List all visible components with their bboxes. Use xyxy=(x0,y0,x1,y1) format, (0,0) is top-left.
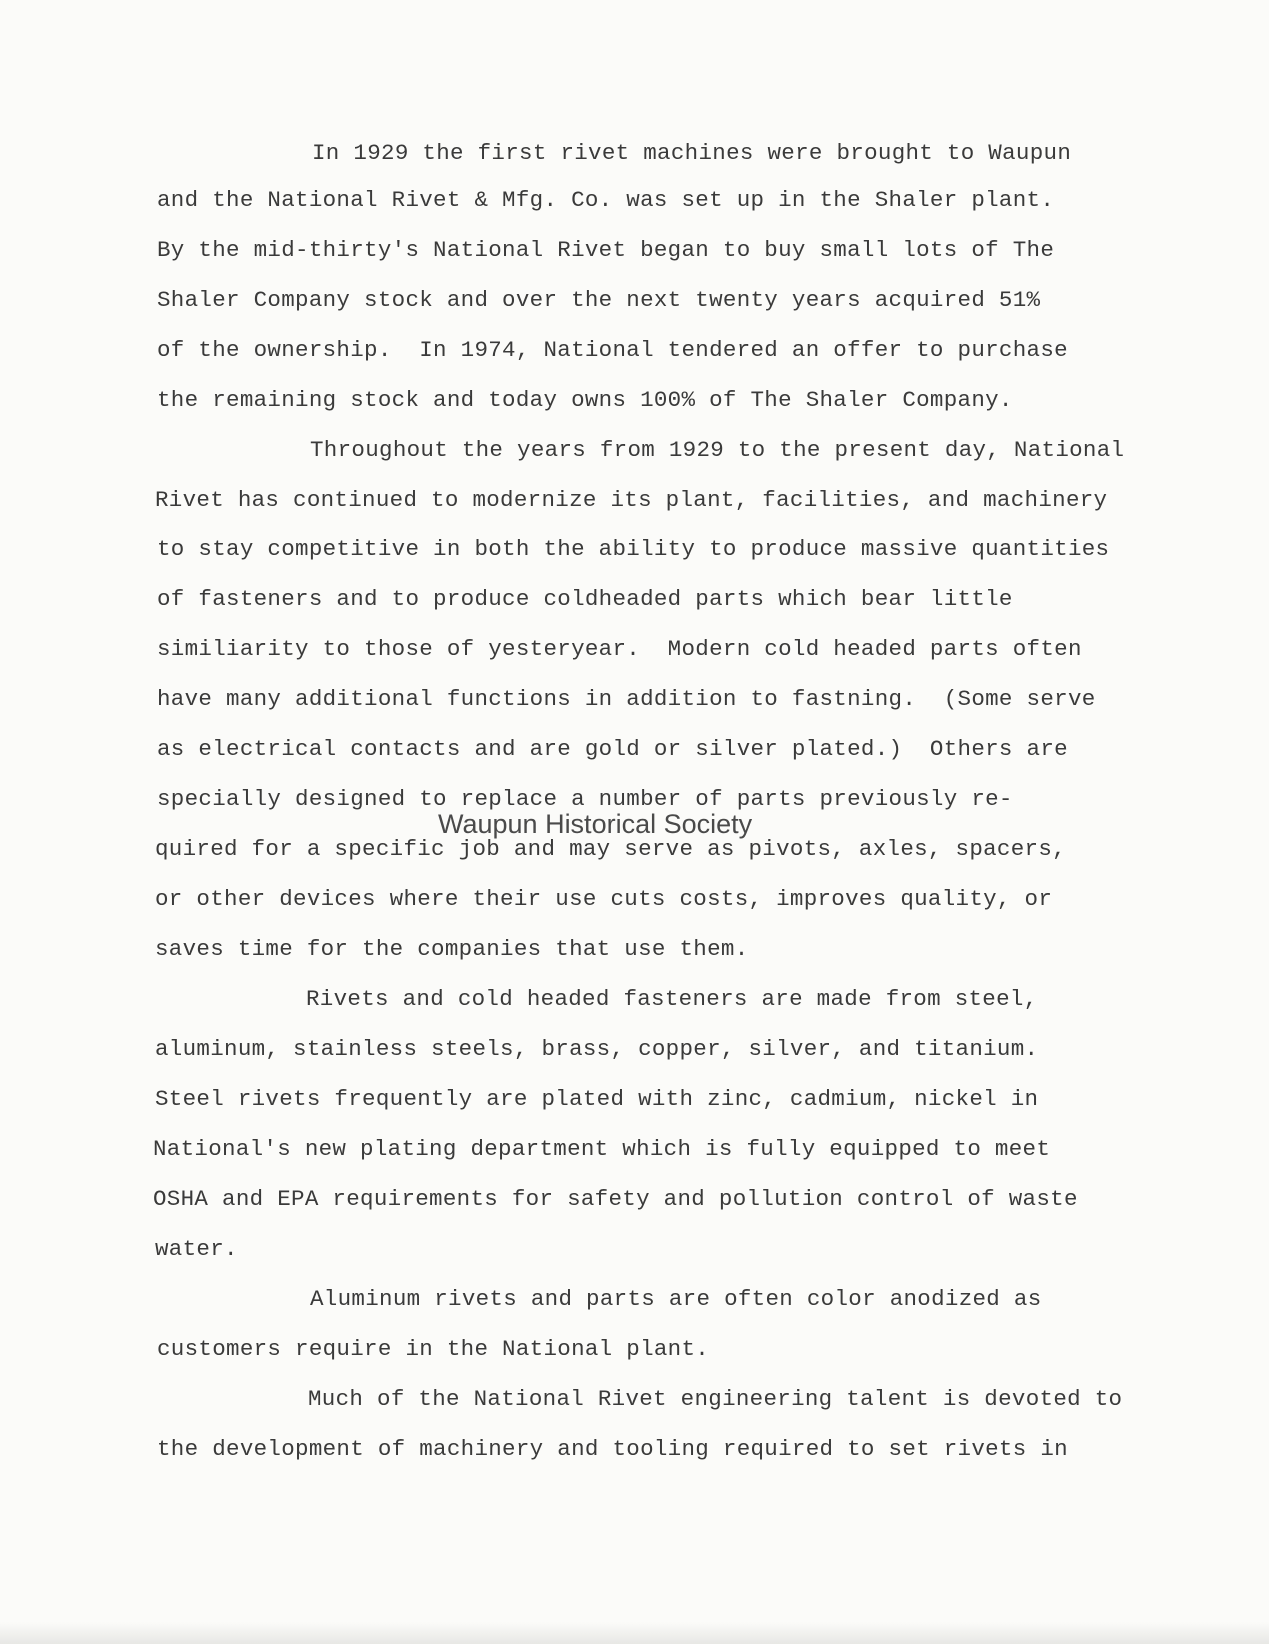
text-line: In 1929 the first rivet machines were brought to Waupun xyxy=(312,140,1072,166)
text-line: aluminum, stainless steels, brass, copper, silver, and titanium. xyxy=(155,1036,1039,1062)
text-line: Steel rivets frequently are plated with zinc, cadmium, nickel in xyxy=(155,1086,1039,1112)
text-line: Rivets and cold headed fasteners are made from steel, xyxy=(306,986,1038,1012)
scan-edge-shadow xyxy=(0,1622,1269,1644)
text-line: similiarity to those of yesteryear. Modern cold headed parts often xyxy=(157,636,1082,662)
text-line: the development of machinery and tooling required to set rivets in xyxy=(157,1436,1068,1462)
text-line: the remaining stock and today owns 100% of The Shaler Company. xyxy=(157,387,1013,413)
text-line: have many additional functions in addition to fastning. (Some serve xyxy=(157,686,1096,712)
text-line: water. xyxy=(155,1236,238,1262)
text-line: OSHA and EPA requirements for safety and pollution control of waste xyxy=(153,1186,1078,1212)
watermark: Waupun Historical Society xyxy=(438,809,753,839)
text-line: Rivet has continued to modernize its plant, facilities, and machinery xyxy=(155,487,1108,513)
text-line: Aluminum rivets and parts are often color anodized as xyxy=(310,1286,1042,1312)
text-line: or other devices where their use cuts costs, improves quality, or xyxy=(155,886,1053,912)
text-line: saves time for the companies that use them. xyxy=(155,936,749,962)
text-line: quired for a specific job and may serve as pivots, axles, spacers, xyxy=(155,836,1066,862)
text-line: National's new plating department which is fully equipped to meet xyxy=(153,1136,1051,1162)
text-line: specially designed to replace a number of parts previously re- xyxy=(157,786,1013,812)
text-line: customers require in the National plant. xyxy=(157,1336,710,1362)
text-line: to stay competitive in both the ability to produce massive quantities xyxy=(157,536,1110,562)
text-line: of the ownership. In 1974, National tendered an offer to purchase xyxy=(157,337,1068,363)
text-line: By the mid-thirty's National Rivet began to buy small lots of The xyxy=(157,237,1055,263)
text-line: Shaler Company stock and over the next twenty years acquired 51% xyxy=(157,287,1041,313)
text-line: of fasteners and to produce coldheaded parts which bear little xyxy=(157,586,1013,612)
text-line: Throughout the years from 1929 to the present day, National xyxy=(310,437,1125,463)
text-line: and the National Rivet & Mfg. Co. was set up in the Shaler plant. xyxy=(157,187,1055,213)
text-line: as electrical contacts and are gold or silver plated.) Others are xyxy=(157,736,1068,762)
text-line: Much of the National Rivet engineering talent is devoted to xyxy=(308,1386,1123,1412)
